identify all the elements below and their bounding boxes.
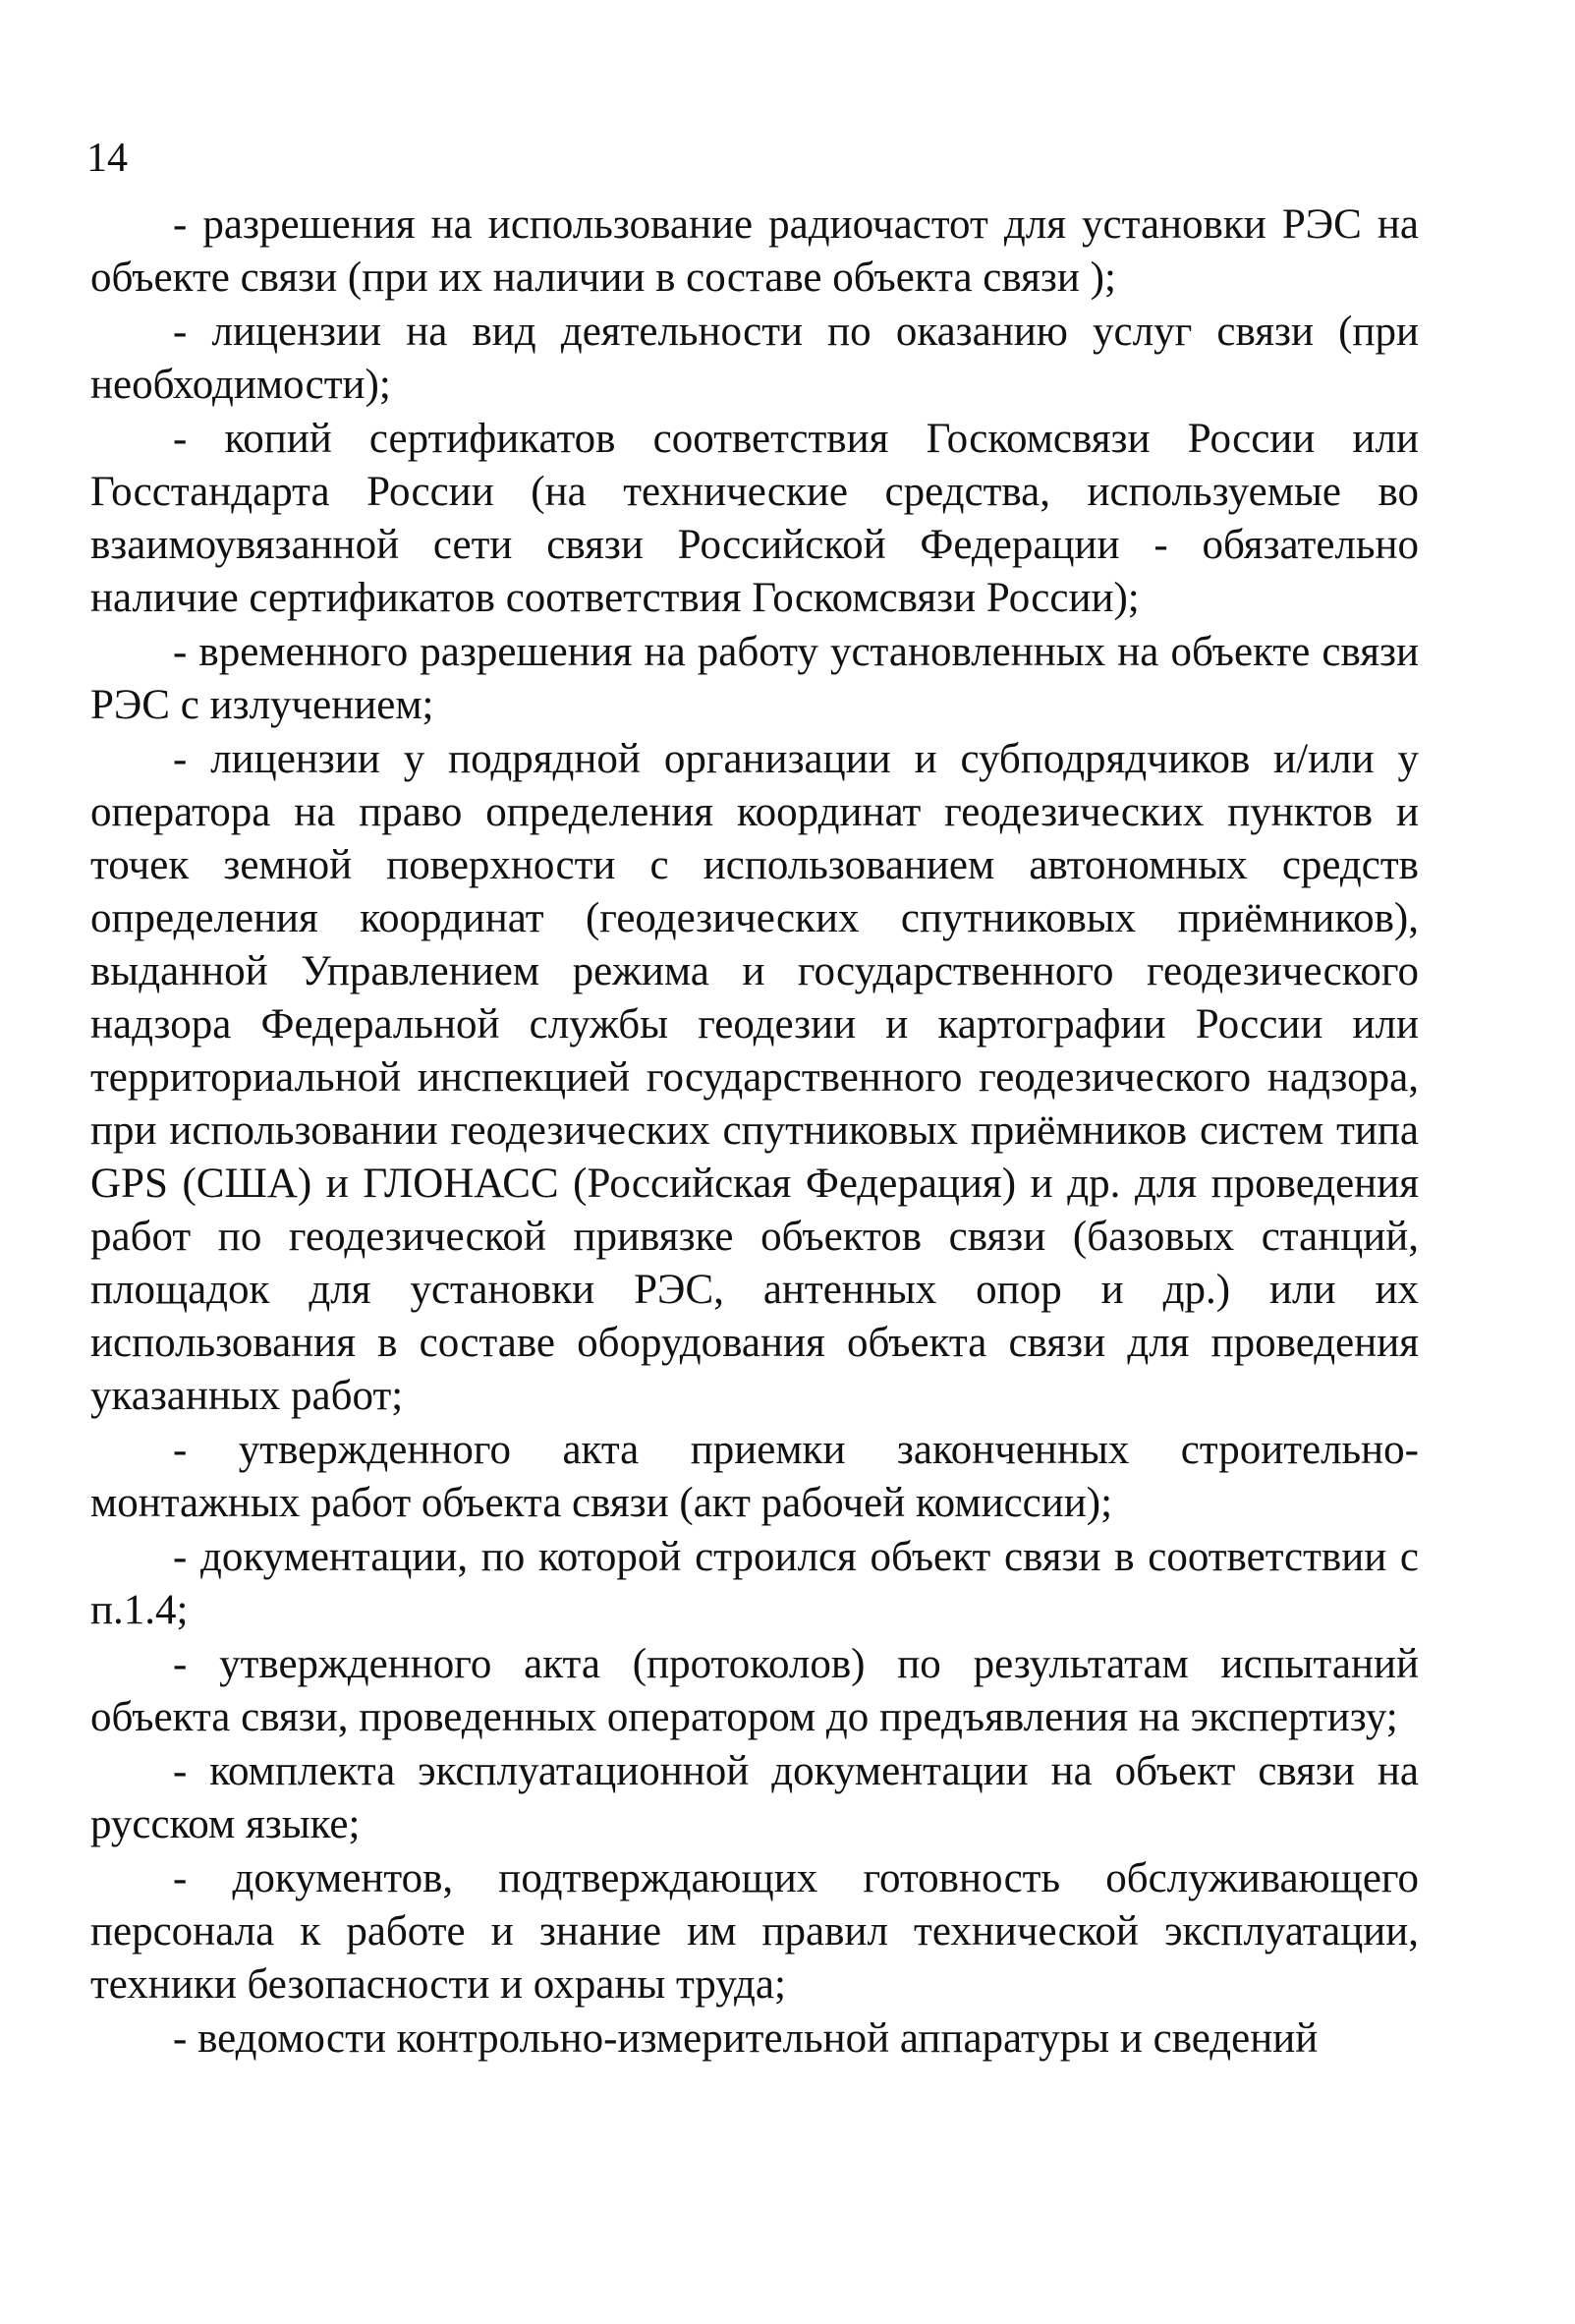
paragraph: - копий сертификатов соответствия Госкомсвязи России или Госстандарта России (на технические средства, используемые во взаимоувязанной сети связи Российской Федерации - обязательно наличие сертификатов соответствия Госкомсвязи России); (90, 416, 1419, 621)
page-number: 14 (86, 136, 128, 181)
paragraph: - документов, подтверждающих готовность обслуживающего персонала к работе и знание им правил технической эксплуатации, техники безопасности и охраны труда; (90, 1855, 1419, 2008)
paragraph: - лицензии у подрядной организации и субподрядчиков и/или у оператора на право определения координат геодезических пунктов и точек земной поверхности с использованием автономных средств определения координат (геодезических спутниковых приёмников), выданной Управлением режима и государственного геодезического надзора Федеральной службы геодезии и картографии России или территориальной инспекцией государственного геодезического надзора, при использовании геодезических спутниковых приёмников систем типа GPS (США) и ГЛОНАСС (Российская Федерация) и др. для проведения работ по геодезической привязке объектов связи (базовых станций, площадок для установки РЭС, антенных опор и др.) или их использования в составе оборудования объекта связи для проведения указанных работ; (90, 736, 1419, 1419)
document-body (90, 198, 1419, 2067)
paragraph: - документации, по которой строился объект связи в соответствии с п.1.4; (90, 1534, 1419, 1633)
paragraph: - комплекта эксплуатационной документации на объект связи на русском языке; (90, 1748, 1419, 1847)
paragraph: - ведомости контрольно-измерительной аппаратуры и сведений (173, 2015, 1319, 2062)
paragraph: - утвержденного акта приемки законченных строительно-монтажных работ объекта связи (акт рабочей комиссии); (90, 1427, 1419, 1526)
paragraph: - утвержденного акта (протоколов) по результатам испытаний объекта связи, проведенных оператором до предъявления на экспертизу; (90, 1641, 1419, 1740)
paragraph: - временного разрешения на работу установленных на объекте связи РЭС с излучением; (90, 629, 1419, 728)
paragraph: - разрешения на использование радиочастот для установки РЭС на объекте связи (при их наличии в составе объекта связи ); (90, 201, 1419, 301)
paragraph: - лицензии на вид деятельности по оказанию услуг связи (при необходимости); (90, 309, 1419, 408)
